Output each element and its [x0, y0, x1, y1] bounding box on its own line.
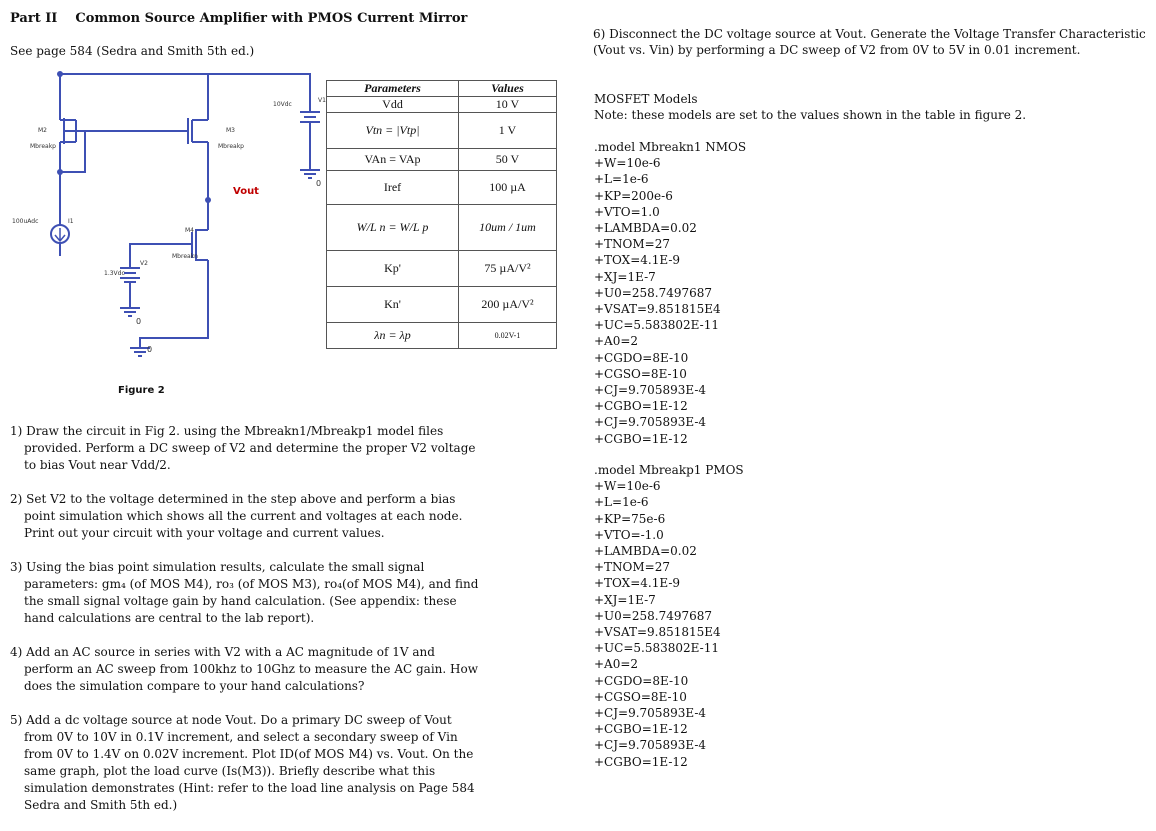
model-line: +L=1e-6	[594, 172, 649, 187]
model-line: +CGDO=8E-10	[594, 350, 689, 365]
ground-label-3: 0	[147, 345, 153, 354]
models-heading-block	[594, 91, 1026, 123]
step-4: 4) Add an AC source in series with V2 with a AC magnitude of 1V and perform an AC sweep from 100khz to 10Ghz to measure the AC gain. How does the simulation compare to your hand calculations?	[10, 645, 478, 693]
page-title	[10, 11, 467, 26]
models-note: Note: these models are set to the values shown in the table in figure 2.	[594, 108, 1027, 122]
parameters-table	[326, 80, 557, 349]
model-line: +W=10e-6	[594, 156, 661, 171]
ground-label-1: 0	[316, 179, 322, 188]
table-row	[327, 251, 557, 287]
value-cell: 75 µA/V²	[459, 251, 557, 287]
nmos-model-listing	[594, 139, 746, 447]
param-cell: Kp'	[327, 251, 459, 287]
model-line: +CGSO=8E-10	[594, 366, 687, 381]
part-label: Part II	[10, 11, 58, 26]
model-line: +UC=5.583802E-11	[594, 641, 719, 656]
m2-label: M2	[38, 127, 47, 134]
model-line: +KP=75e-6	[594, 511, 666, 526]
model-line: +VSAT=9.851815E4	[594, 625, 721, 640]
model-line: +W=10e-6	[594, 479, 661, 494]
m4-ground-wire	[140, 305, 208, 348]
model-line: +LAMBDA=0.02	[594, 221, 697, 236]
title-text: Common Source Amplifier with PMOS Current Mirror	[75, 11, 468, 26]
model-line: +XJ=1E-7	[594, 592, 656, 607]
param-cell: W/L n = W/L p	[327, 205, 459, 251]
model-line: +XJ=1E-7	[594, 269, 656, 284]
i1-label: I1	[68, 218, 74, 225]
table-row	[327, 323, 557, 349]
vdd-source-label: 10Vdc	[273, 101, 292, 108]
v1-label: V1	[318, 97, 326, 104]
table-row	[327, 149, 557, 171]
value-cell: 100 µA	[459, 171, 557, 205]
m4-model-label: Mbreakn	[172, 253, 198, 260]
value-cell: 0.02V-1	[459, 323, 557, 349]
param-cell: VAn = VAp	[327, 149, 459, 171]
step-5: 5) Add a dc voltage source at node Vout. Do a primary DC sweep of Vout from 0V to 10V in 0.1V increment, and select a secondary sweep of Vin from 0V to 1.4V on 0.02V increment. Plot ID(of MOS M4) vs. Vout. On the same graph, plot the load curve (Is(M3)). Briefly describe what this simulation demonstrates (Hint: refer to the load line analysis on Page 584 Sedra and Smith 5th ed.)	[10, 713, 475, 812]
figure-label: Figure 2	[118, 385, 165, 396]
param-cell: Kn'	[327, 287, 459, 323]
model-line: +L=1e-6	[594, 495, 649, 510]
model-line: +UC=5.583802E-11	[594, 318, 719, 333]
m2-model-label: Mbreakp	[30, 143, 56, 150]
model-line: +VTO=1.0	[594, 204, 660, 219]
m3-label: M3	[226, 127, 235, 134]
model-line: .model Mbreakp1 PMOS	[594, 463, 744, 477]
table-row	[327, 171, 557, 205]
model-line: +CJ=9.705893E-4	[594, 383, 707, 398]
header-values: Values	[459, 81, 557, 97]
model-line: +U0=258.7497687	[594, 285, 713, 300]
model-line: +TOX=4.1E-9	[594, 253, 681, 268]
step-2: 2) Set V2 to the voltage determined in the step above and perform a bias point simulation which shows all the current and voltages at each node. Print out your circuit with your voltage and current values.	[10, 492, 463, 540]
param-cell: Iref	[327, 171, 459, 205]
step-3: 3) Using the bias point simulation results, calculate the small signal parameters: gm₄ (of MOS M4), ro₃ (of MOS M3), ro₄(of MOS M4), and find the small signal voltage gain by hand calculation. (See appendix: these hand calculations are central to the lab report).	[10, 560, 479, 625]
model-line: .model Mbreakn1 NMOS	[594, 140, 747, 154]
ground-label-2: 0	[136, 317, 142, 326]
model-line: +CGBO=1E-12	[594, 431, 688, 446]
table-header-row	[327, 81, 557, 97]
value-cell: 50 V	[459, 149, 557, 171]
model-line: +TNOM=27	[594, 560, 671, 575]
param-cell: λn = λp	[327, 323, 459, 349]
table-row	[327, 113, 557, 149]
pmos-model-listing	[594, 462, 744, 770]
model-line: +TOX=4.1E-9	[594, 576, 681, 591]
value-cell: 200 µA/V²	[459, 287, 557, 323]
model-line: +VSAT=9.851815E4	[594, 302, 721, 317]
value-cell: 1 V	[459, 113, 557, 149]
ground-icon	[120, 170, 320, 356]
m4-label: M4	[185, 227, 194, 234]
model-line: +KP=200e-6	[594, 188, 673, 203]
value-cell: 10um / 1um	[459, 205, 557, 251]
reference-text: See page 584 (Sedra and Smith 5th ed.)	[10, 44, 255, 58]
instruction-steps	[10, 423, 480, 831]
header-parameters: Parameters	[327, 81, 459, 97]
model-line: +TNOM=27	[594, 237, 671, 252]
iref-source-label: 100uAdc	[12, 218, 39, 225]
param-cell: Vdd	[327, 97, 459, 113]
model-line: +A0=2	[594, 334, 639, 349]
param-cell: Vtn = |Vtp|	[327, 113, 459, 149]
table-row	[327, 287, 557, 323]
model-line: +CJ=9.705893E-4	[594, 415, 707, 430]
model-line: +LAMBDA=0.02	[594, 544, 697, 559]
model-line: +CJ=9.705893E-4	[594, 706, 707, 721]
models-heading: MOSFET Models	[594, 92, 698, 106]
table-row	[327, 205, 557, 251]
v2-value-label: 1.3Vdc	[104, 270, 125, 277]
model-line: +CGBO=1E-12	[594, 722, 688, 737]
m3-body	[192, 120, 208, 142]
iref-arrow-icon	[55, 228, 65, 241]
step-1: 1) Draw the circuit in Fig 2. using the Mbreakn1/Mbreakp1 model files provided. Perform a DC sweep of V2 and determine the proper V2 voltage to bias Vout near Vdd/2.	[10, 424, 476, 472]
model-line: +U0=258.7497687	[594, 608, 713, 623]
step-6: 6) Disconnect the DC voltage source at Vout. Generate the Voltage Transfer Characteristic (Vout vs. Vin) by performing a DC sweep of V2 from 0V to 5V in 0.01 increment.	[593, 27, 1146, 57]
model-line: +CJ=9.705893E-4	[594, 738, 707, 753]
model-line: +CGDO=8E-10	[594, 673, 689, 688]
v2-label: V2	[140, 260, 148, 267]
vout-label: Vout	[233, 186, 259, 197]
model-line: +CGBO=1E-12	[594, 399, 688, 414]
model-line: +CGSO=8E-10	[594, 689, 687, 704]
model-line: +VTO=-1.0	[594, 527, 664, 542]
model-line: +CGBO=1E-12	[594, 754, 688, 769]
m3-model-label: Mbreakp	[218, 143, 244, 150]
value-cell: 10 V	[459, 97, 557, 113]
circuit-schematic	[0, 60, 330, 360]
table-row	[327, 97, 557, 113]
model-line: +A0=2	[594, 657, 639, 672]
